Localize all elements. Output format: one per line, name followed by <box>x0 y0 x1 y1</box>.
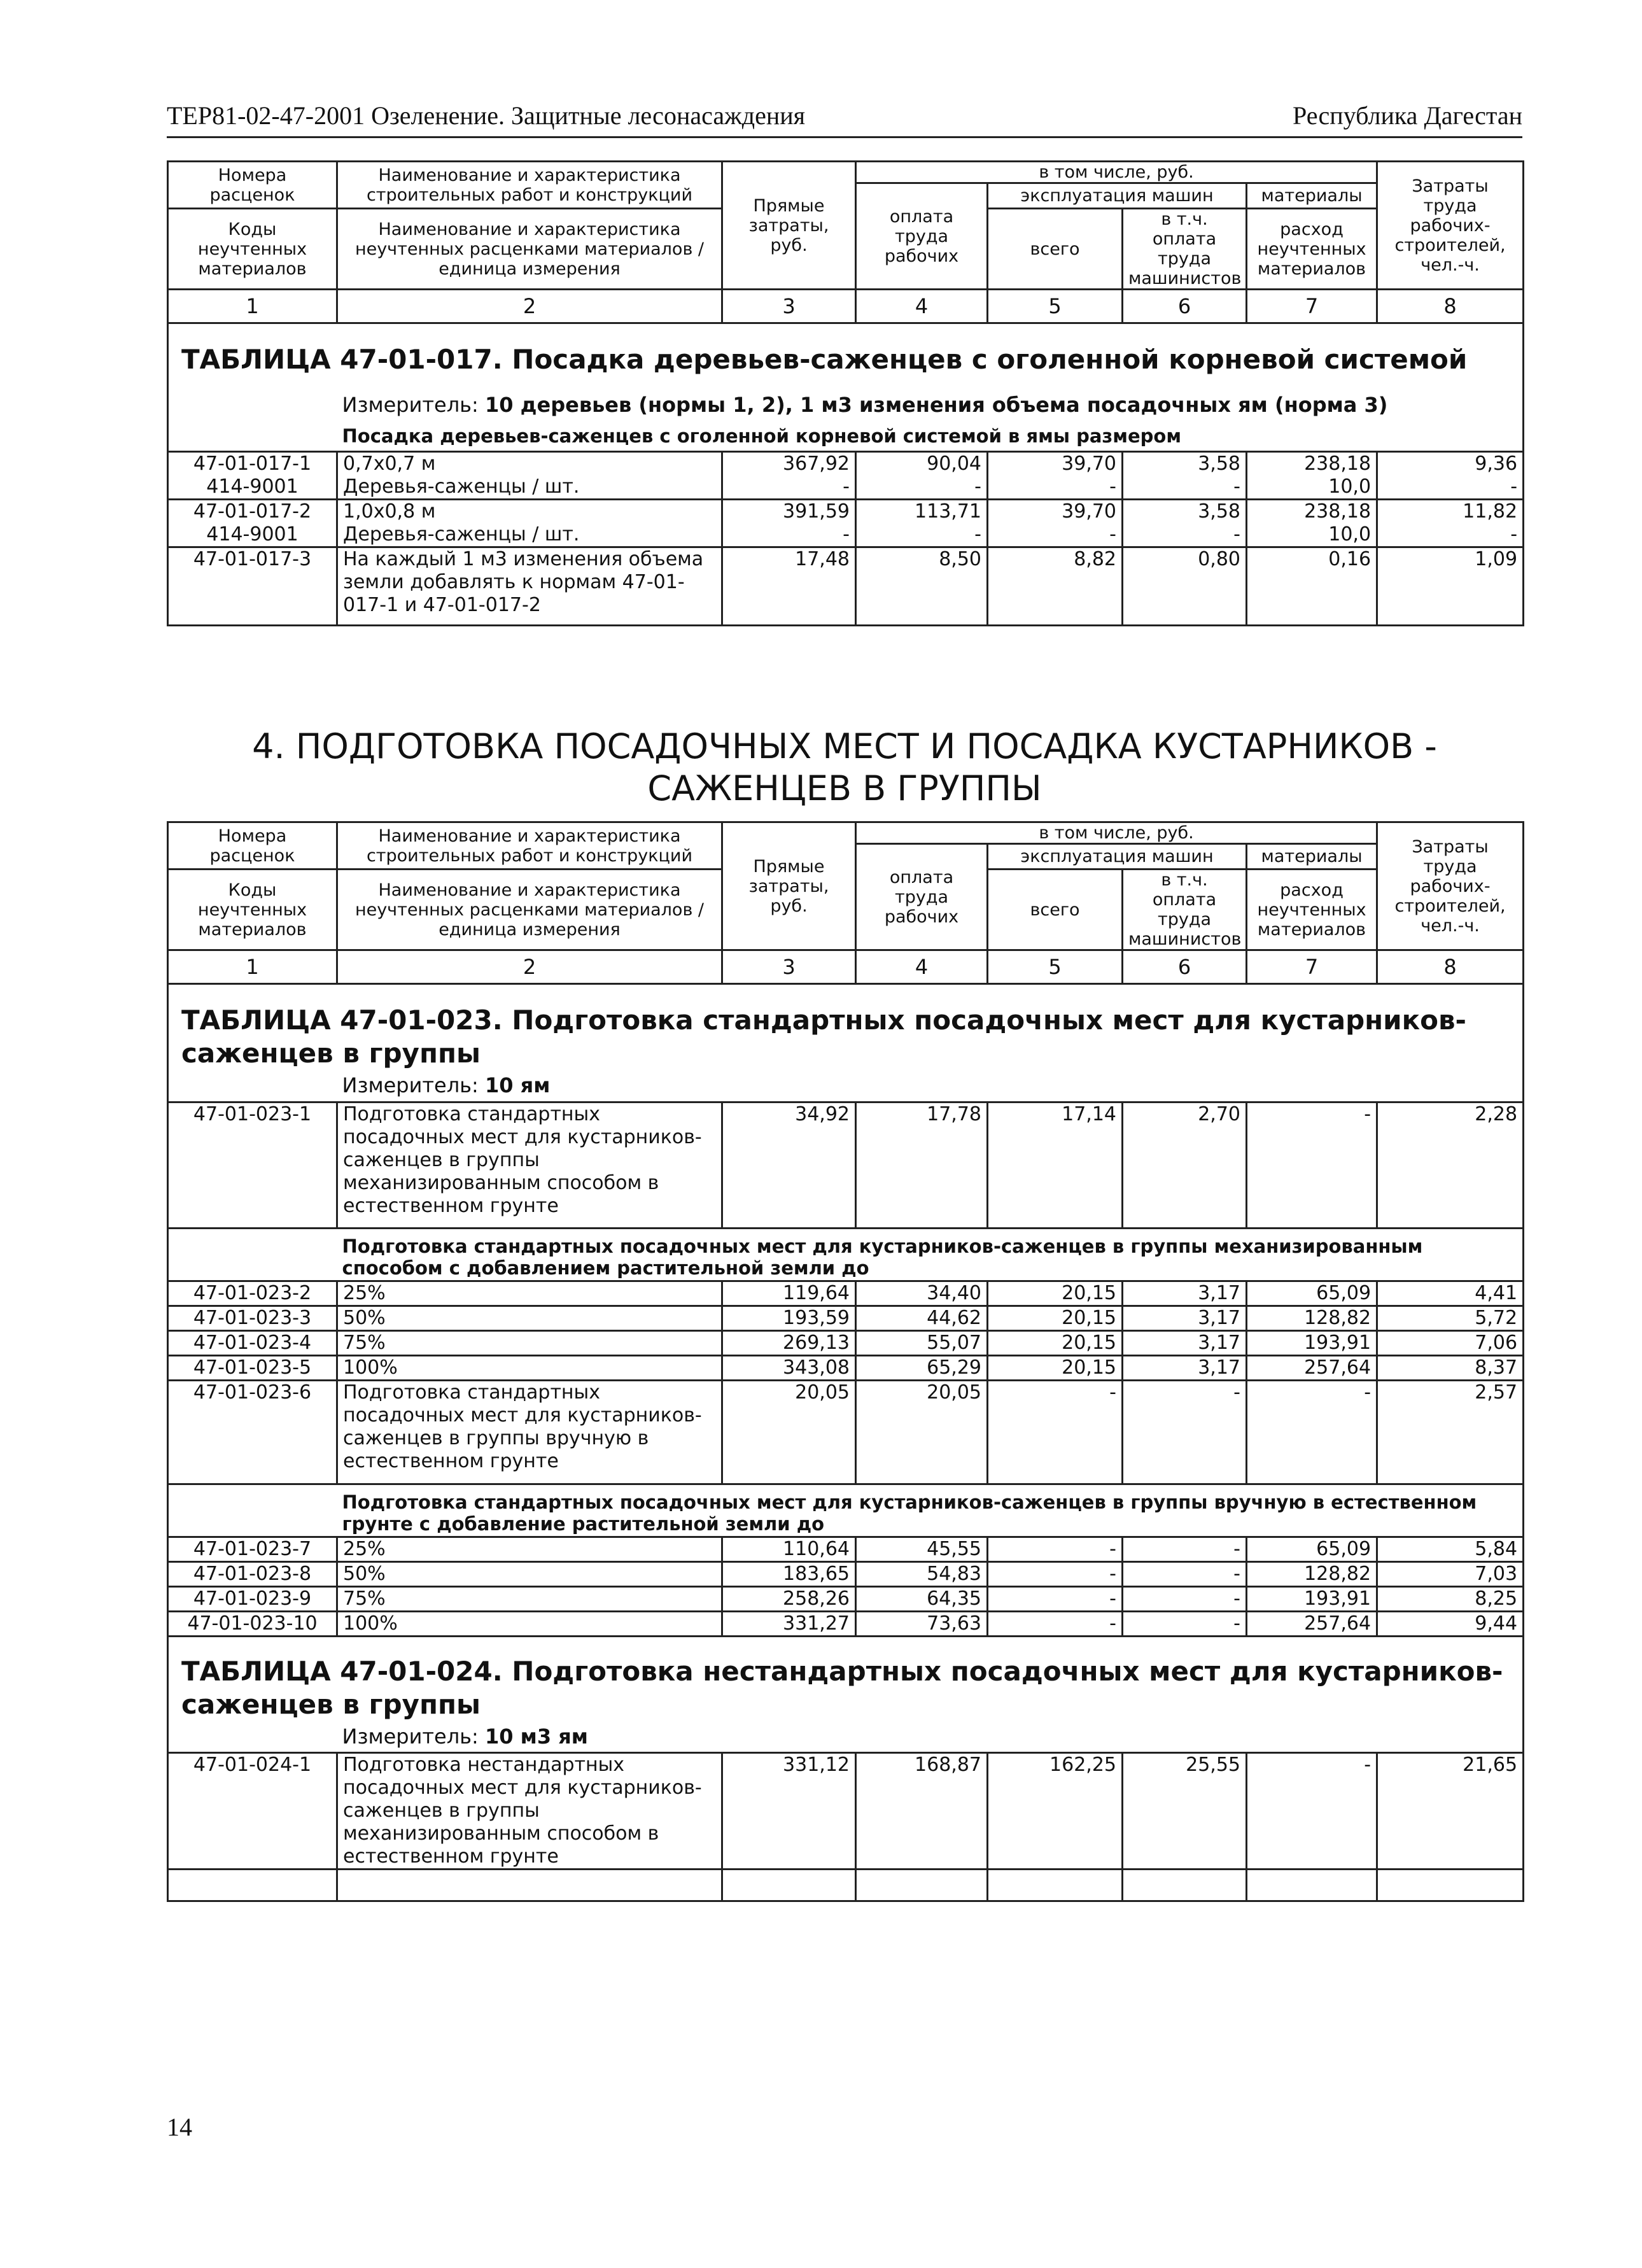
cell-labor-pay: 34,40 <box>856 1281 988 1306</box>
group-heading: Посадка деревьев-саженцев с оголенной корневой системой в ямы размером <box>337 425 1524 452</box>
hdr-idx: 1 <box>168 290 337 323</box>
cell-labor-hours: - <box>1377 523 1524 547</box>
cell-direct-cost: 258,26 <box>722 1586 856 1611</box>
cell-materials: - <box>1247 1380 1377 1484</box>
cell-description: Подготовка стандартных посадочных мест для кустарников-саженцев в группы механизированным способом в естественном грунте <box>337 1102 722 1228</box>
cell-labor-pay: 55,07 <box>856 1330 988 1355</box>
table-title: ТАБЛИЦА 47-01-023. Подготовка стандартных посадочных мест для кустарников-саженцев в группы <box>168 984 1524 1074</box>
cell-machinist-pay: - <box>1123 1561 1247 1586</box>
cell-materials: 257,64 <box>1247 1611 1377 1636</box>
table-023-024 <box>167 821 1524 1902</box>
cell-direct-cost: 367,92 <box>722 452 856 476</box>
cell-machinist-pay: 2,70 <box>1123 1102 1247 1228</box>
cell-labor-hours: 9,36 <box>1377 452 1524 476</box>
cell-materials: 193,91 <box>1247 1586 1377 1611</box>
cell-direct-cost: - <box>722 475 856 500</box>
cell-direct-cost: 331,12 <box>722 1753 856 1870</box>
hdr-idx: 4 <box>856 950 988 984</box>
table-row <box>168 1753 1524 1870</box>
hdr-idx: 8 <box>1377 950 1524 984</box>
cell-labor-hours: 21,65 <box>1377 1753 1524 1870</box>
cell-labor-hours: - <box>1377 475 1524 500</box>
table-row <box>168 1537 1524 1561</box>
cell-materials: - <box>1247 1753 1377 1870</box>
hdr-idx: 3 <box>722 950 856 984</box>
cell-code: 47-01-023-8 <box>168 1561 337 1586</box>
cell-direct-cost: 331,27 <box>722 1611 856 1636</box>
cell-description: На каждый 1 м3 изменения объема земли добавлять к нормам 47-01-017-1 и 47-01-017-2 <box>337 547 722 626</box>
cell-code: 47-01-023-6 <box>168 1380 337 1484</box>
hdr-col2-top: Наименование и характеристика строительных работ и конструкций <box>337 162 722 209</box>
cell-code: 47-01-023-5 <box>168 1355 337 1380</box>
cell-machines-total: 39,70 <box>988 452 1123 476</box>
cell-materials: 128,82 <box>1247 1561 1377 1586</box>
cell-machines-total: - <box>988 1586 1123 1611</box>
cell-materials: 257,64 <box>1247 1355 1377 1380</box>
table-017 <box>167 160 1524 626</box>
cell-labor-hours: 4,41 <box>1377 1281 1524 1306</box>
hdr-idx: 6 <box>1123 950 1247 984</box>
cell-code: 47-01-024-1 <box>168 1753 337 1870</box>
hdr-idx: 3 <box>722 290 856 323</box>
cell-materials: 65,09 <box>1247 1537 1377 1561</box>
cell-description: 1,0x0,8 м <box>337 500 722 524</box>
cell-labor-pay: 65,29 <box>856 1355 988 1380</box>
group-heading: Подготовка стандартных посадочных мест для кустарников-саженцев в группы механизированным способом с добавлением растительной земли до <box>337 1228 1524 1281</box>
cell-materials: 238,18 <box>1247 500 1377 524</box>
hdr-col7: расход неучтенных материалов <box>1247 209 1377 290</box>
table-row <box>168 1281 1524 1306</box>
cell-labor-pay: - <box>856 523 988 547</box>
hdr-col2-top: Наименование и характеристика строительных работ и конструкций <box>337 822 722 870</box>
cell-description: 25% <box>337 1281 722 1306</box>
running-head-region: Республика Дагестан <box>1293 101 1522 130</box>
group-heading: Подготовка стандартных посадочных мест для кустарников-саженцев в группы вручную в естественном грунте с добавление растительной земли до <box>337 1484 1524 1537</box>
cell-labor-pay: 90,04 <box>856 452 988 476</box>
hdr-materials: материалы <box>1247 183 1377 209</box>
cell-direct-cost: 343,08 <box>722 1355 856 1380</box>
cell-direct-cost: 110,64 <box>722 1537 856 1561</box>
table-row <box>168 1330 1524 1355</box>
measure: Измеритель: 10 м3 ям <box>337 1725 1524 1753</box>
cell-direct-cost: - <box>722 523 856 547</box>
cell-labor-hours: 7,03 <box>1377 1561 1524 1586</box>
cell-labor-hours: 1,09 <box>1377 547 1524 626</box>
cell-machinist-pay: - <box>1123 1537 1247 1561</box>
cell-machinist-pay: 3,58 <box>1123 452 1247 476</box>
hdr-col4: оплата труда рабочих <box>856 844 988 950</box>
cell-code: 47-01-023-1 <box>168 1102 337 1228</box>
cell-machines-total: 39,70 <box>988 500 1123 524</box>
cell-direct-cost: 34,92 <box>722 1102 856 1228</box>
cell-labor-pay: 73,63 <box>856 1611 988 1636</box>
cell-machinist-pay: - <box>1123 1380 1247 1484</box>
cell-machines-total: - <box>988 523 1123 547</box>
cell-description: 50% <box>337 1306 722 1330</box>
cell-labor-pay: 20,05 <box>856 1380 988 1484</box>
table-row <box>168 1355 1524 1380</box>
hdr-idx: 2 <box>337 290 722 323</box>
cell-description: Деревья-саженцы / шт. <box>337 475 722 500</box>
cell-machines-total: - <box>988 1611 1123 1636</box>
hdr-incl: в том числе, руб. <box>856 162 1377 183</box>
hdr-idx: 7 <box>1247 290 1377 323</box>
hdr-col4: оплата труда рабочих <box>856 183 988 290</box>
cell-direct-cost: 17,48 <box>722 547 856 626</box>
cell-description: 75% <box>337 1330 722 1355</box>
cell-machinist-pay: - <box>1123 523 1247 547</box>
hdr-idx: 5 <box>988 290 1123 323</box>
cell-direct-cost: 119,64 <box>722 1281 856 1306</box>
hdr-idx: 5 <box>988 950 1123 984</box>
measure: Измеритель: 10 ям <box>337 1074 1524 1102</box>
hdr-idx: 1 <box>168 950 337 984</box>
cell-machines-total: 20,15 <box>988 1281 1123 1306</box>
hdr-col2-bottom: Наименование и характеристика неучтенных расценками материалов / единица измерения <box>337 209 722 290</box>
hdr-col1-top: Номера расценок <box>168 162 337 209</box>
cell-labor-pay: 113,71 <box>856 500 988 524</box>
table-row <box>168 1561 1524 1586</box>
cell-machinist-pay: - <box>1123 1611 1247 1636</box>
cell-machines-total: 8,82 <box>988 547 1123 626</box>
hdr-col7: расход неучтенных материалов <box>1247 870 1377 950</box>
cell-machinist-pay: 3,17 <box>1123 1330 1247 1355</box>
cell-code: 47-01-023-10 <box>168 1611 337 1636</box>
table-row <box>168 1102 1524 1228</box>
hdr-col6: в т.ч. оплата труда машинистов <box>1123 209 1247 290</box>
hdr-col8: Затраты труда рабочих-строителей, чел.-ч. <box>1377 822 1524 950</box>
cell-machinist-pay: 3,58 <box>1123 500 1247 524</box>
hdr-idx: 7 <box>1247 950 1377 984</box>
cell-machines-total: 17,14 <box>988 1102 1123 1228</box>
table-title: ТАБЛИЦА 47-01-024. Подготовка нестандартных посадочных мест для кустарников-саженцев в группы <box>168 1636 1524 1725</box>
cell-labor-hours: 7,06 <box>1377 1330 1524 1355</box>
cell-machinist-pay: 0,80 <box>1123 547 1247 626</box>
hdr-col1-bottom: Коды неучтенных материалов <box>168 870 337 950</box>
cell-code: 414-9001 <box>168 523 337 547</box>
hdr-idx: 6 <box>1123 290 1247 323</box>
cell-materials: 65,09 <box>1247 1281 1377 1306</box>
table-row <box>168 475 1524 500</box>
cell-code: 47-01-023-9 <box>168 1586 337 1611</box>
hdr-idx: 4 <box>856 290 988 323</box>
table-row <box>168 547 1524 626</box>
hdr-col8: Затраты труда рабочих-строителей, чел.-ч. <box>1377 162 1524 290</box>
hdr-idx: 2 <box>337 950 722 984</box>
cell-description: Подготовка стандартных посадочных мест для кустарников-саженцев в группы вручную в естественном грунте <box>337 1380 722 1484</box>
table-row <box>168 1380 1524 1484</box>
table-row <box>168 452 1524 476</box>
cell-labor-pay: 17,78 <box>856 1102 988 1228</box>
cell-direct-cost: 391,59 <box>722 500 856 524</box>
hdr-col3: Прямые затраты, руб. <box>722 162 856 290</box>
cell-materials: 0,16 <box>1247 547 1377 626</box>
cell-machines-total: - <box>988 1380 1123 1484</box>
cell-machines-total: 162,25 <box>988 1753 1123 1870</box>
cell-machinist-pay: 3,17 <box>1123 1355 1247 1380</box>
cell-machinist-pay: 25,55 <box>1123 1753 1247 1870</box>
cell-direct-cost: 183,65 <box>722 1561 856 1586</box>
hdr-materials: материалы <box>1247 844 1377 870</box>
cell-labor-pay: 8,50 <box>856 547 988 626</box>
cell-labor-pay: 44,62 <box>856 1306 988 1330</box>
cell-machines-total: 20,15 <box>988 1355 1123 1380</box>
measure: Измеритель: 10 деревьев (нормы 1, 2), 1 м3 изменения объема посадочных ям (норма 3) <box>337 393 1524 425</box>
cell-direct-cost: 269,13 <box>722 1330 856 1355</box>
cell-code: 47-01-017-3 <box>168 547 337 626</box>
cell-machinist-pay: 3,17 <box>1123 1281 1247 1306</box>
cell-labor-hours: 8,37 <box>1377 1355 1524 1380</box>
cell-labor-hours: 11,82 <box>1377 500 1524 524</box>
cell-labor-hours: 5,84 <box>1377 1537 1524 1561</box>
cell-machinist-pay: - <box>1123 475 1247 500</box>
table-header <box>168 162 1524 323</box>
cell-materials: - <box>1247 1102 1377 1228</box>
table-header <box>168 822 1524 984</box>
hdr-col1-bottom: Коды неучтенных материалов <box>168 209 337 290</box>
cell-materials: 10,0 <box>1247 475 1377 500</box>
hdr-col3: Прямые затраты, руб. <box>722 822 856 950</box>
hdr-incl: в том числе, руб. <box>856 822 1377 844</box>
cell-description: 100% <box>337 1611 722 1636</box>
table-row <box>168 500 1524 524</box>
cell-code: 47-01-017-1 <box>168 452 337 476</box>
cell-code: 47-01-023-2 <box>168 1281 337 1306</box>
cell-description: 25% <box>337 1537 722 1561</box>
table-row <box>168 1611 1524 1636</box>
cell-code: 47-01-023-3 <box>168 1306 337 1330</box>
cell-description: 50% <box>337 1561 722 1586</box>
cell-labor-hours: 2,28 <box>1377 1102 1524 1228</box>
running-head-title: ТЕР81-02-47-2001 Озеленение. Защитные лесонасаждения <box>167 101 806 130</box>
cell-materials: 193,91 <box>1247 1330 1377 1355</box>
cell-labor-pay: 54,83 <box>856 1561 988 1586</box>
cell-labor-hours: 5,72 <box>1377 1306 1524 1330</box>
cell-code: 47-01-017-2 <box>168 500 337 524</box>
cell-machines-total: - <box>988 475 1123 500</box>
table-row <box>168 1586 1524 1611</box>
cell-labor-hours: 8,25 <box>1377 1586 1524 1611</box>
cell-labor-hours: 2,57 <box>1377 1380 1524 1484</box>
cell-machines-total: - <box>988 1561 1123 1586</box>
cell-machinist-pay: - <box>1123 1586 1247 1611</box>
cell-description: 0,7x0,7 м <box>337 452 722 476</box>
table-title: ТАБЛИЦА 47-01-017. Посадка деревьев-саженцев с оголенной корневой системой <box>168 323 1524 393</box>
cell-direct-cost: 193,59 <box>722 1306 856 1330</box>
table-row <box>168 1306 1524 1330</box>
hdr-col5: всего <box>988 870 1123 950</box>
hdr-idx: 8 <box>1377 290 1524 323</box>
cell-code: 47-01-023-4 <box>168 1330 337 1355</box>
cell-machines-total: 20,15 <box>988 1306 1123 1330</box>
running-head <box>167 101 1522 138</box>
cell-materials: 128,82 <box>1247 1306 1377 1330</box>
cell-materials: 238,18 <box>1247 452 1377 476</box>
cell-machines-total: 20,15 <box>988 1330 1123 1355</box>
cell-labor-pay: 64,35 <box>856 1586 988 1611</box>
cell-code: 47-01-023-7 <box>168 1537 337 1561</box>
cell-description: 75% <box>337 1586 722 1611</box>
cell-labor-pay: - <box>856 475 988 500</box>
section-title: 4. ПОДГОТОВКА ПОСАДОЧНЫХ МЕСТ И ПОСАДКА КУСТАРНИКОВ - САЖЕНЦЕВ В ГРУППЫ <box>252 726 1437 808</box>
cell-direct-cost: 20,05 <box>722 1380 856 1484</box>
hdr-machines: эксплуатация машин <box>988 844 1247 870</box>
cell-description: Подготовка нестандартных посадочных мест для кустарников-саженцев в группы механизированным способом в естественном грунте <box>337 1753 722 1870</box>
table-row <box>168 523 1524 547</box>
cell-labor-pay: 168,87 <box>856 1753 988 1870</box>
hdr-col6: в т.ч. оплата труда машинистов <box>1123 870 1247 950</box>
cell-labor-pay: 45,55 <box>856 1537 988 1561</box>
hdr-col2-bottom: Наименование и характеристика неучтенных расценками материалов / единица измерения <box>337 870 722 950</box>
cell-machines-total: - <box>988 1537 1123 1561</box>
cell-description: 100% <box>337 1355 722 1380</box>
cell-description: Деревья-саженцы / шт. <box>337 523 722 547</box>
hdr-machines: эксплуатация машин <box>988 183 1247 209</box>
cell-labor-hours: 9,44 <box>1377 1611 1524 1636</box>
hdr-col5: всего <box>988 209 1123 290</box>
hdr-col1-top: Номера расценок <box>168 822 337 870</box>
cell-machinist-pay: 3,17 <box>1123 1306 1247 1330</box>
cell-code: 414-9001 <box>168 475 337 500</box>
page-number: 14 <box>167 2113 192 2141</box>
cell-materials: 10,0 <box>1247 523 1377 547</box>
